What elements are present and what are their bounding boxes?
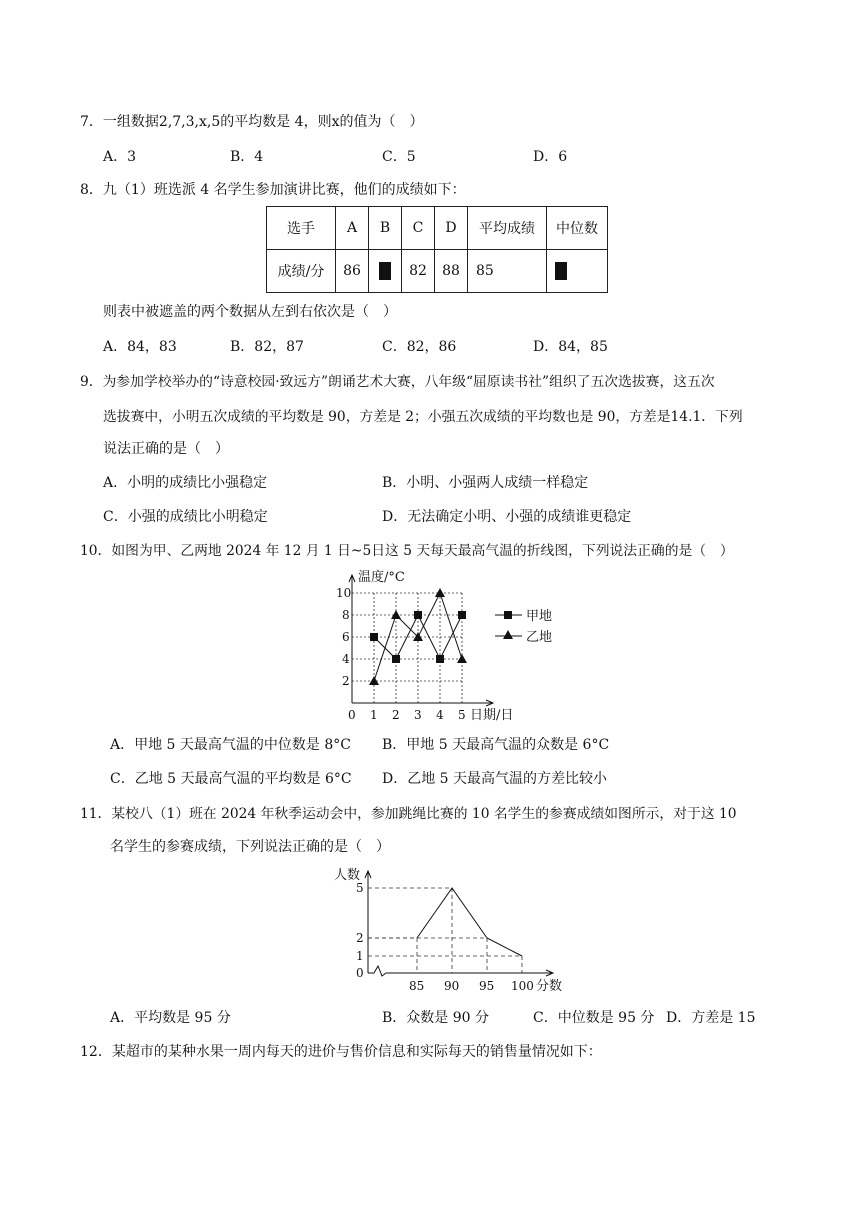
y-tick-label: 6 — [342, 630, 350, 644]
point-marker-square — [414, 611, 422, 619]
score-table — [266, 206, 608, 293]
q9-option-a[interactable]: A．小明的成绩比小强稳定 — [103, 475, 268, 491]
y-tick-label: 10 — [336, 586, 352, 600]
table-header-cell: 平均成绩 — [468, 207, 547, 250]
legend-label: 甲地 — [526, 609, 553, 624]
point-marker-square — [392, 655, 400, 663]
table-header-row — [267, 207, 608, 250]
legend-label: 乙地 — [526, 630, 553, 645]
q8-option-b[interactable]: B．82，87 — [230, 339, 304, 355]
x-axis — [368, 966, 552, 976]
q7-stem: 7．一组数据2,7,3,x,5的平均数是 4，则x的值为（ ） — [80, 114, 424, 130]
y-tick-label: 4 — [342, 652, 350, 666]
y-tick-label: 8 — [342, 608, 350, 622]
q9-option-c[interactable]: C．小强的成绩比小明稳定 — [103, 509, 268, 525]
y-tick-label: 2 — [342, 674, 350, 688]
jump-rope-score-chart — [330, 862, 580, 997]
q10-option-c[interactable]: C．乙地 5 天最高气温的平均数是 6°C — [110, 771, 352, 787]
x-tick-label: 3 — [414, 708, 422, 722]
x-tick-label: 5 — [458, 708, 466, 722]
q10-option-d[interactable]: D．乙地 5 天最高气温的方差比较小 — [382, 771, 608, 787]
table-header-cell: D — [435, 207, 468, 250]
point-marker-triangle — [391, 610, 401, 619]
x-tick-label: 100 — [511, 979, 534, 993]
temperature-line-chart — [330, 568, 553, 728]
legend-marker-triangle — [503, 630, 513, 639]
q9-stem-line2: 选拔赛中，小明五次成绩的平均数是 90，方差是 2；小强五次成绩的平均数也是 90，方差是14.1．下列 — [103, 409, 743, 425]
point-marker-triangle — [369, 676, 379, 685]
point-marker-square — [436, 655, 444, 663]
table-cell-masked — [369, 250, 402, 293]
q8-option-c[interactable]: C．82，86 — [382, 339, 457, 355]
table-cell: 88 — [435, 250, 468, 293]
q7-option-d[interactable]: D．6 — [533, 149, 568, 165]
x-tick-label: 95 — [479, 979, 495, 993]
point-marker-triangle — [435, 588, 445, 597]
table-cell: 85 — [468, 250, 547, 293]
q9-stem-line3: 说法正确的是（ ） — [103, 441, 229, 457]
q12-stem: 12．某超市的某种水果一周内每天的进价与售价信息和实际每天的销售量情况如下： — [80, 1044, 602, 1060]
y-tick-label: 2 — [356, 931, 364, 945]
table-cell-masked — [547, 250, 608, 293]
q7-option-c[interactable]: C．5 — [382, 149, 416, 165]
x-tick-label: 90 — [444, 979, 460, 993]
x-tick-label: 85 — [409, 979, 425, 993]
masked-value-block — [379, 262, 391, 280]
x-tick-label: 1 — [370, 708, 378, 722]
q11-option-a[interactable]: A．平均数是 95 分 — [110, 1010, 231, 1026]
q7-option-a[interactable]: A．3 — [103, 149, 137, 165]
q10-option-a[interactable]: A．甲地 5 天最高气温的中位数是 8°C — [110, 737, 351, 753]
series-line — [417, 888, 522, 956]
x-tick-label: 2 — [392, 708, 400, 722]
q11-stem-line1: 11．某校八（1）班在 2024 年秋季运动会中，参加跳绳比赛的 10 名学生的参赛成绩如图所示，对于这 10 — [80, 806, 737, 822]
q8-question: 则表中被遮盖的两个数据从左到右依次是（ ） — [103, 304, 397, 320]
y-axis-label: 人数 — [334, 868, 361, 883]
y-tick-label: 5 — [356, 881, 364, 895]
table-header-cell: 中位数 — [547, 207, 608, 250]
table-row — [267, 250, 608, 293]
point-marker-square — [458, 611, 466, 619]
q11-option-d[interactable]: D．方差是 15 — [666, 1010, 756, 1026]
q8-stem: 8．九（1）班选派 4 名学生参加演讲比赛，他们的成绩如下： — [80, 182, 466, 198]
q9-stem-line1: 9．为参加学校举办的“诗意校园·致远方”朗诵艺术大赛，八年级“屈原读书社”组织了五次选拔赛，这五次 — [80, 374, 715, 390]
q9-option-b[interactable]: B．小明、小强两人成绩一样稳定 — [382, 475, 589, 491]
q11-stem-line2: 名学生的参赛成绩，下列说法正确的是（ ） — [110, 839, 390, 855]
table-header-cell: C — [402, 207, 435, 250]
point-marker-square — [370, 633, 378, 641]
q8-option-a[interactable]: A．84，83 — [103, 339, 177, 355]
y-axis-label: 温度/°C — [358, 570, 405, 585]
y-tick-label: 0 — [356, 966, 364, 980]
point-marker-triangle — [457, 654, 467, 663]
y-tick-label: 1 — [356, 949, 364, 963]
table-cell: 成绩/分 — [267, 250, 336, 293]
table-cell: 86 — [336, 250, 369, 293]
table-header-cell: B — [369, 207, 402, 250]
table-cell: 82 — [402, 250, 435, 293]
q10-stem: 10．如图为甲、乙两地 2024 年 12 月 1 日~5日这 5 天每天最高气温的折线图，下列说法正确的是（ ） — [80, 543, 734, 559]
q7-option-b[interactable]: B．4 — [230, 149, 264, 165]
x-axis-label: 日期/日 — [470, 708, 514, 723]
masked-value-block — [555, 262, 567, 280]
x-tick-label: 0 — [348, 708, 356, 722]
x-tick-label: 4 — [436, 708, 444, 722]
q11-option-c[interactable]: C．中位数是 95 分 — [533, 1010, 655, 1026]
table-header-cell: A — [336, 207, 369, 250]
q11-option-b[interactable]: B．众数是 90 分 — [382, 1010, 490, 1026]
q10-option-b[interactable]: B．甲地 5 天最高气温的众数是 6°C — [382, 737, 610, 753]
x-axis-label: 分数 — [536, 979, 563, 994]
table-header-cell: 选手 — [267, 207, 336, 250]
q9-option-d[interactable]: D．无法确定小明、小强的成绩谁更稳定 — [382, 509, 632, 525]
q8-option-d[interactable]: D．84，85 — [533, 339, 608, 355]
legend-marker-square — [504, 611, 512, 619]
